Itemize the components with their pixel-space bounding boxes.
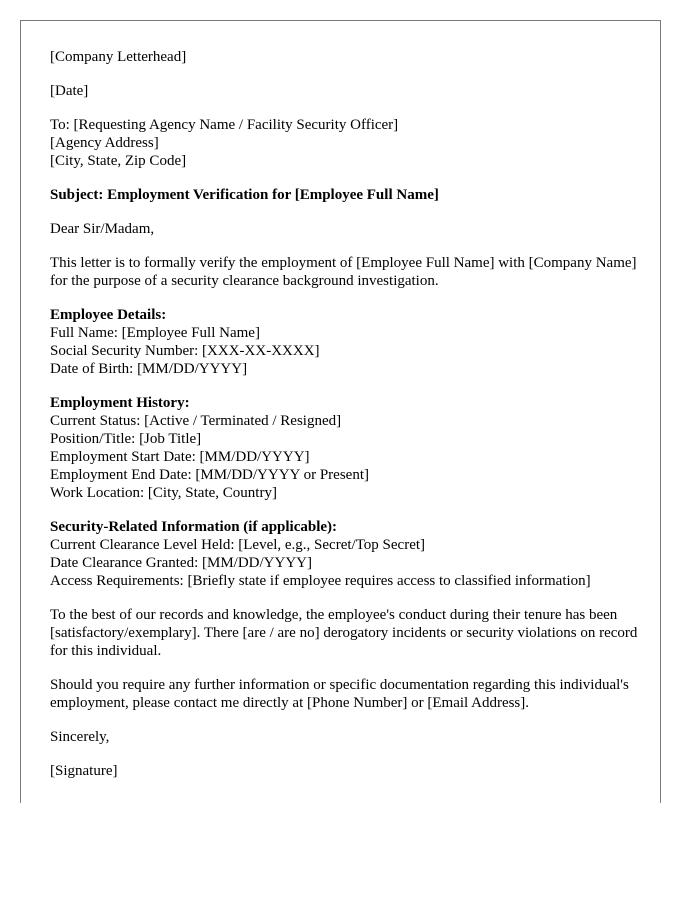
conduct-paragraph: To the best of our records and knowledge, the employee's conduct during their tenure has been [satisfactory/exemplary]. There [are / are no] derogatory incidents or security violations on record for this individual.: [50, 607, 638, 659]
employee-dob: Date of Birth: [MM/DD/YYYY]: [50, 361, 248, 377]
recipient-block: [50, 116, 640, 170]
work-location: Work Location: [City, State, Country]: [50, 485, 277, 501]
clearance-date-granted: Date Clearance Granted: [MM/DD/YYYY]: [50, 555, 312, 571]
employment-start-date: Employment Start Date: [MM/DD/YYYY]: [50, 449, 310, 465]
clearance-level: Current Clearance Level Held: [Level, e.g., Secret/Top Secret]: [50, 537, 426, 553]
recipient-line: To: [Requesting Agency Name / Facility Security Officer]: [50, 117, 399, 133]
employee-ssn: Social Security Number: [XXX-XX-XXXX]: [50, 343, 320, 359]
employee-details-heading: Employee Details:: [50, 307, 167, 323]
salutation: Dear Sir/Madam,: [50, 221, 155, 237]
position-title: Position/Title: [Job Title]: [50, 431, 202, 447]
employment-history-heading: Employment History:: [50, 395, 190, 411]
letter-body: [50, 48, 640, 796]
employment-history-section: [50, 394, 640, 502]
security-info-heading: Security-Related Information (if applicable):: [50, 519, 338, 535]
employment-end-date: Employment End Date: [MM/DD/YYYY or Present]: [50, 467, 369, 483]
company-letterhead: [Company Letterhead]: [50, 49, 187, 65]
employee-full-name: Full Name: [Employee Full Name]: [50, 325, 260, 341]
signature: [Signature]: [50, 763, 118, 779]
subject-line: Subject: Employment Verification for [Employee Full Name]: [50, 187, 439, 203]
access-requirements: Access Requirements: [Briefly state if employee requires access to classified information]: [50, 573, 591, 589]
letter-date: [Date]: [50, 83, 89, 99]
contact-paragraph: Should you require any further information or specific documentation regarding this individual's employment, please contact me directly at [Phone Number] or [Email Address].: [50, 677, 629, 711]
closing: Sincerely,: [50, 729, 110, 745]
current-status: Current Status: [Active / Terminated / Resigned]: [50, 413, 342, 429]
intro-paragraph: This letter is to formally verify the employment of [Employee Full Name] with [Company Name] for the purpose of a security clearance background investigation.: [50, 255, 637, 289]
recipient-address: [Agency Address]: [50, 135, 159, 151]
recipient-city: [City, State, Zip Code]: [50, 153, 187, 169]
letter-page: [20, 20, 661, 803]
employee-details-section: [50, 306, 640, 378]
security-info-section: [50, 518, 640, 590]
